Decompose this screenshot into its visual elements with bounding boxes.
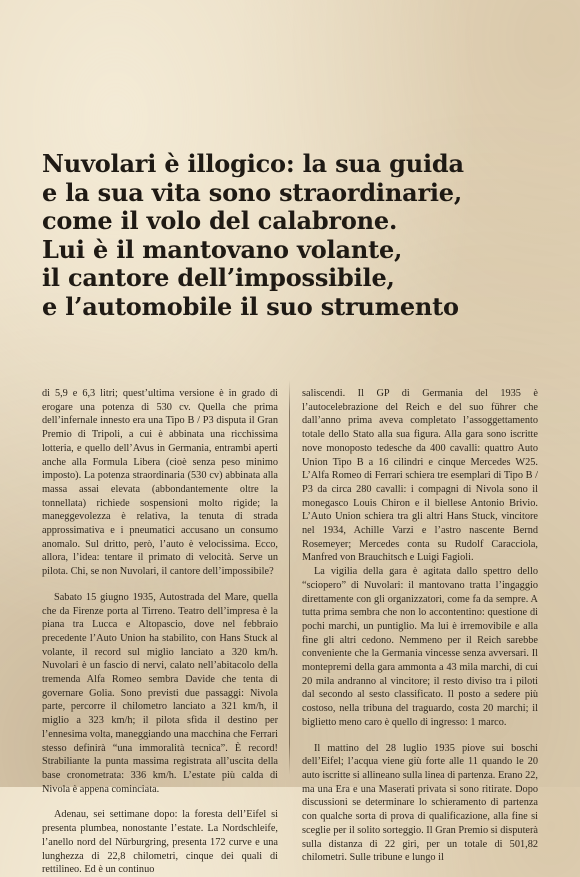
paragraph: Il mattino del 28 luglio 1935 piove sui boschi dell’Eifel; l’acqua viene giù forte alle 11 quando le 20 auto iscritte si allineano sulla linea di partenza. Erano 22, ma una Era e una Maserati privata si sono ritirate. Dopo discussioni se determinare lo schieramento di partenza con qualche sorta di prova di qualificazione, alla fine si sceglie per il solito sorteggio. Il Gran Premio si disputerà sulla distanza di 22 giri, per un totale di 501,82 chilometri. Sulle tribune e lungo il [302,742,538,864]
headline-line: Lui è il mantovano volante, [42,234,403,264]
headline-line: come il volo del calabrone. [42,206,398,235]
headline-line: e l’automobile il suo strumento [42,291,459,321]
paragraph: La vigilia della gara è agitata dallo spettro dello “sciopero” di Nuvolari: il mantovano tratta l’ingaggio direttamente con gli organizzatori, come fa da sempre. A tutta prima sembra che non lo accontentino: questione di pochi marchi, un puntiglio. Ma lui è irremovibile e alla fine gli altri cedono. Nemmeno per il Reich sarebbe conveniente che la Germania vincesse senza avversari. Il montepremi della gara ammonta a 43 mila marchi, di cui 20 mila andranno al vincitore; il resto diviso tra i piloti dal secondo al sesto classificato. Il posto a sedere più costoso, nella tribuna del traguardo, costa 20 marchi; il biglietto meno caro è quello di ingresso: 1 marco. [302,566,538,728]
paragraph: Adenau, sei settimane dopo: la foresta dell’Eifel si presenta plumbea, nonostante l’estate. La Nordschleife, l’anello nord del Nürburgring, presenta 172 curve e una lunghezza di 22,8 chilometri, cinque dei quali di rettilineo. Ed è un continuo [42,809,278,876]
paragraph: saliscendi. Il GP di Germania del 1935 è l’autocelebrazione del Reich e del suo führer che dall’anno prima aveva completato l’assoggettamento totale dello Stato alla sua figura. Alla gara sono iscritte nove monoposto tedesche da 400 cavalli: quattro Auto Union Tipo B a 16 cilindri e cinque Mercedes W25. L’Alfa Romeo di Ferrari schiera tre esemplari di Tipo B / P3 da circa 280 cavalli: i compagni di Nivola sono il monegasco Louis Chiron e il biellese Antonio Brivio. L’Auto Union schiera tra gli altri Hans Stuck, vincitore nel 1934, Achille Varzi e l’astro nascente Bernd Rosemeyer; Mercedes conta su Rudolf Caracciola, Manfred von Brauchitsch e Luigi Fagioli. [302,388,538,564]
column-divider [289,380,290,775]
paragraph: Sabato 15 giugno 1935, Autostrada del Mare, quella che da Firenze porta al Tirreno. Teatro dell’impresa è la piana tra Lucca e Altopascio, dove nel febbraio precedente l’Auto Union ha stabilito, con Hans Stuck al volante, il record sul miglio lanciato a 320 km/h. Nuvolari è un fascio di nervi, calato nell’abitacolo della tremenda Alfa Romeo sembra Davide che tenta di governare Golia. Sono previsti due passaggi: Nivola parte, percorre il chilometro lanciato a 321 km/h, il miglio a 323 km/h; il pilota sfida il destino per l’ennesima volta, maneggiando una macchina che Ferrari stesso definirà “una immoralità tecnica”. È record! Strabiliante la punta massima registrata all’uscita della base cronometrata: 336 km/h. L’estate più calda di Nivola è appena cominciata. [42,591,278,795]
headline-line: il cantore dell’impossibile, [42,263,395,292]
headline-line: Nuvolari è illogico: la sua guida [42,149,464,178]
paragraph: di 5,9 e 6,3 litri; quest’ultima versione è in grado di erogare una potenza di 530 cv. Quella che prima dell’infernale innesto era una Tipo B / P3 disputa il Gran Premio di Tripoli, a cui è abbinata una ricchissima lotteria, e quello dell’Avus in Germania, entrambi aperti anche alla Formula Libera (cioè senza peso minimo imposto). La potenza straordinaria (530 cv) abbinata alla massa assai elevata (abbondantemente oltre la tonnellata) richiede sospensioni molto rigide; la maneggevolezza è relativa, la tenuta di strada approssimativa e i pneumatici accusano un consumo anomalo. Sul dritto, però, l’auto è velocissima. Ecco, allora, l’idea: tentare il primato di velocità. Serve un pilota. Chi, se non Nuvolari, il cantore dell’impossibile? [42,388,278,578]
headline-line: e la sua vita sono straordinarie, [42,177,463,207]
left-text-column [42,387,278,877]
article-headline [42,150,562,321]
right-text-column [302,387,538,865]
